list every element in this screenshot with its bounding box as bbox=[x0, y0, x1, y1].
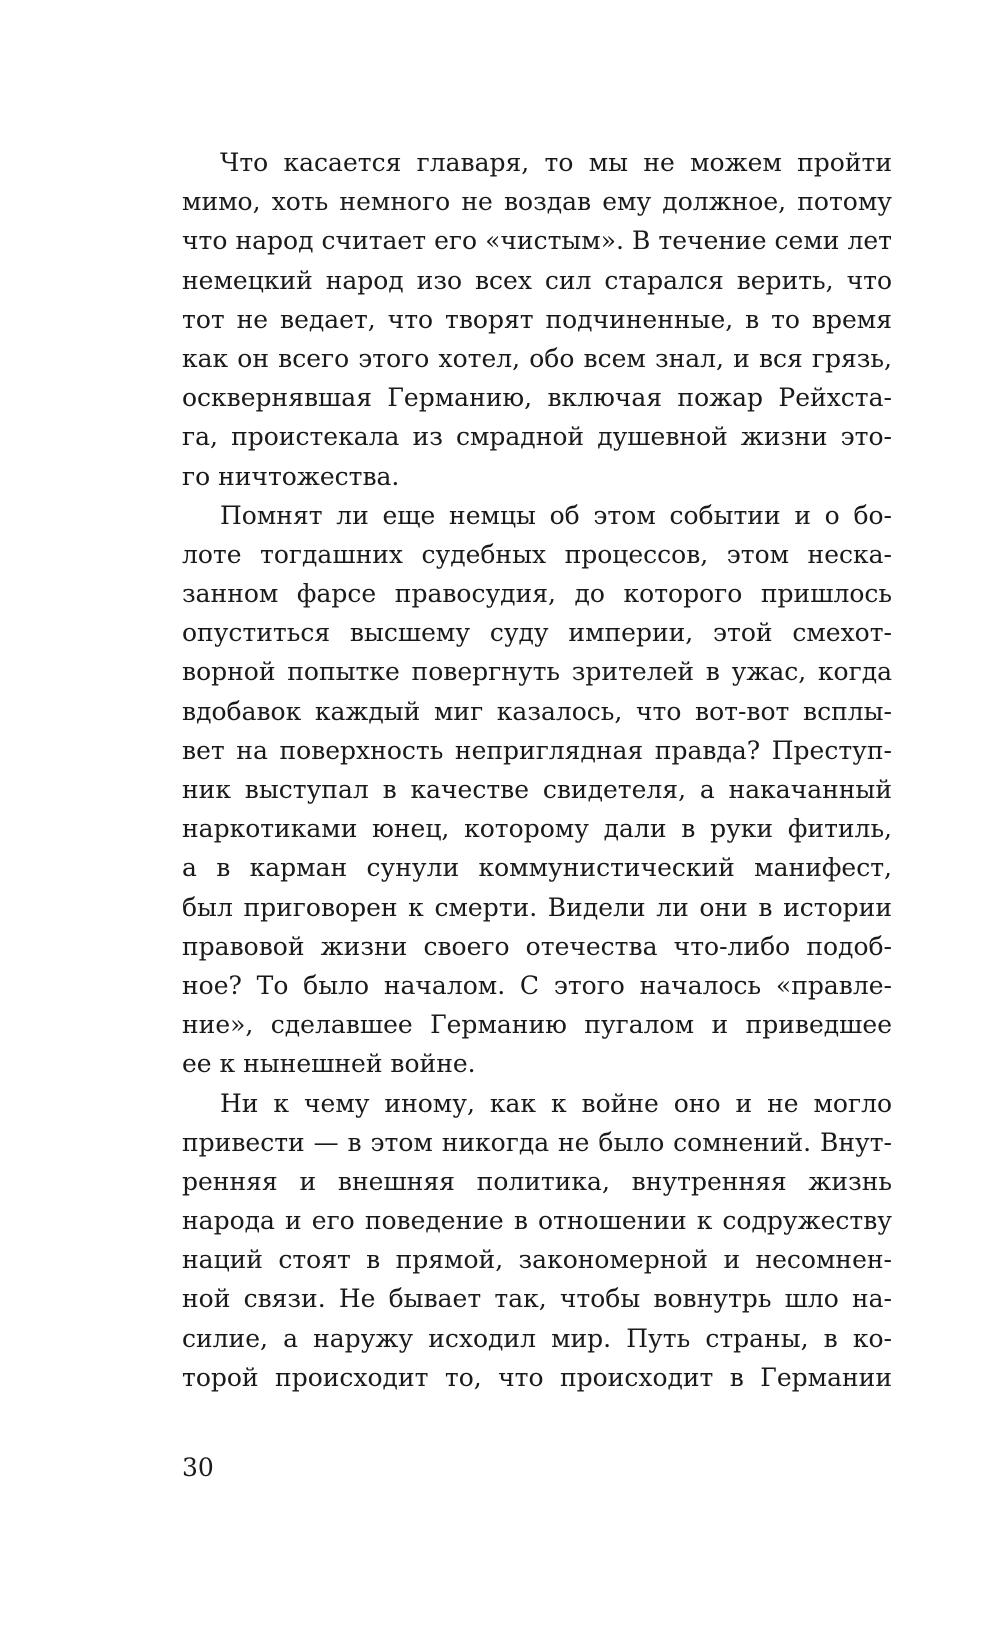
text-line: ворной попытке повергнуть зрителей в ужас, когда bbox=[182, 657, 892, 687]
text-line: ник выступал в качестве свидетеля, а накачанный bbox=[182, 775, 892, 804]
text-line: вдобавок каждый миг казалось, что вот-вот всплы- bbox=[182, 696, 892, 726]
text-line: лоте тогдашних судебных процессов, этом неска- bbox=[182, 539, 892, 569]
text-line: наркотиками юнец, которому дали в руки фитиль, bbox=[182, 814, 892, 844]
text-line: что народ считает его «чистым». В течение семи лет bbox=[182, 226, 892, 256]
text-line: Что касается главаря, то мы не можем пройти bbox=[220, 148, 892, 177]
text-line: осквернявшая Германию, включая пожар Рейхста- bbox=[182, 383, 892, 413]
text-line: га, проистекала из смрадной душевной жизни это- bbox=[182, 422, 892, 452]
text-line: опуститься высшему суду империи, этой смехот- bbox=[182, 618, 892, 648]
text-line: наций стоят в прямой, закономерной и несомнен- bbox=[182, 1245, 892, 1275]
body-text bbox=[182, 143, 892, 1397]
text-line: правовой жизни своего отечества что-либо подоб- bbox=[182, 931, 892, 961]
text-line: вет на поверхность неприглядная правда? Преступ- bbox=[182, 735, 892, 765]
page-number: 30 bbox=[182, 1453, 214, 1482]
text-line: Ни к чему иному, как к войне оно и не могло bbox=[220, 1088, 892, 1118]
text-line: как он всего этого хотел, обо всем знал, и вся грязь, bbox=[182, 343, 892, 373]
text-line: тот не ведает, что творят подчиненные, в то время bbox=[182, 304, 892, 334]
text-line: немецкий народ изо всех сил старался верить, что bbox=[182, 265, 892, 295]
text-line: был приговорен к смерти. Видели ли они в истории bbox=[182, 892, 892, 922]
text-line: го ничтожества. bbox=[182, 461, 400, 491]
text-line: ной связи. Не бывает так, чтобы вовнутрь шло на- bbox=[182, 1284, 892, 1314]
text-line: а в карман сунули коммунистический манифест, bbox=[182, 853, 892, 883]
text-line: народа и его поведение в отношении к содружеству bbox=[182, 1206, 892, 1236]
text-line: привести — в этом никогда не было сомнений. Внут- bbox=[182, 1127, 892, 1157]
text-line: Помнят ли еще немцы об этом событии и о бо- bbox=[220, 500, 892, 530]
text-line: силие, а наружу исходил мир. Путь страны, в ко- bbox=[182, 1323, 892, 1353]
text-line: мимо, хоть немного не воздав ему должное, потому bbox=[182, 187, 892, 217]
text-line: ее к нынешней войне. bbox=[182, 1049, 476, 1079]
text-line: торой происходит то, что происходит в Германии bbox=[182, 1362, 892, 1392]
text-line: занном фарсе правосудия, до которого пришлось bbox=[182, 579, 892, 609]
text-line: ренняя и внешняя политика, внутренняя жизнь bbox=[182, 1166, 892, 1196]
text-line: ние», сделавшее Германию пугалом и приведшее bbox=[182, 1010, 892, 1040]
text-line: ное? То было началом. С этого началось «правле- bbox=[182, 970, 892, 1000]
